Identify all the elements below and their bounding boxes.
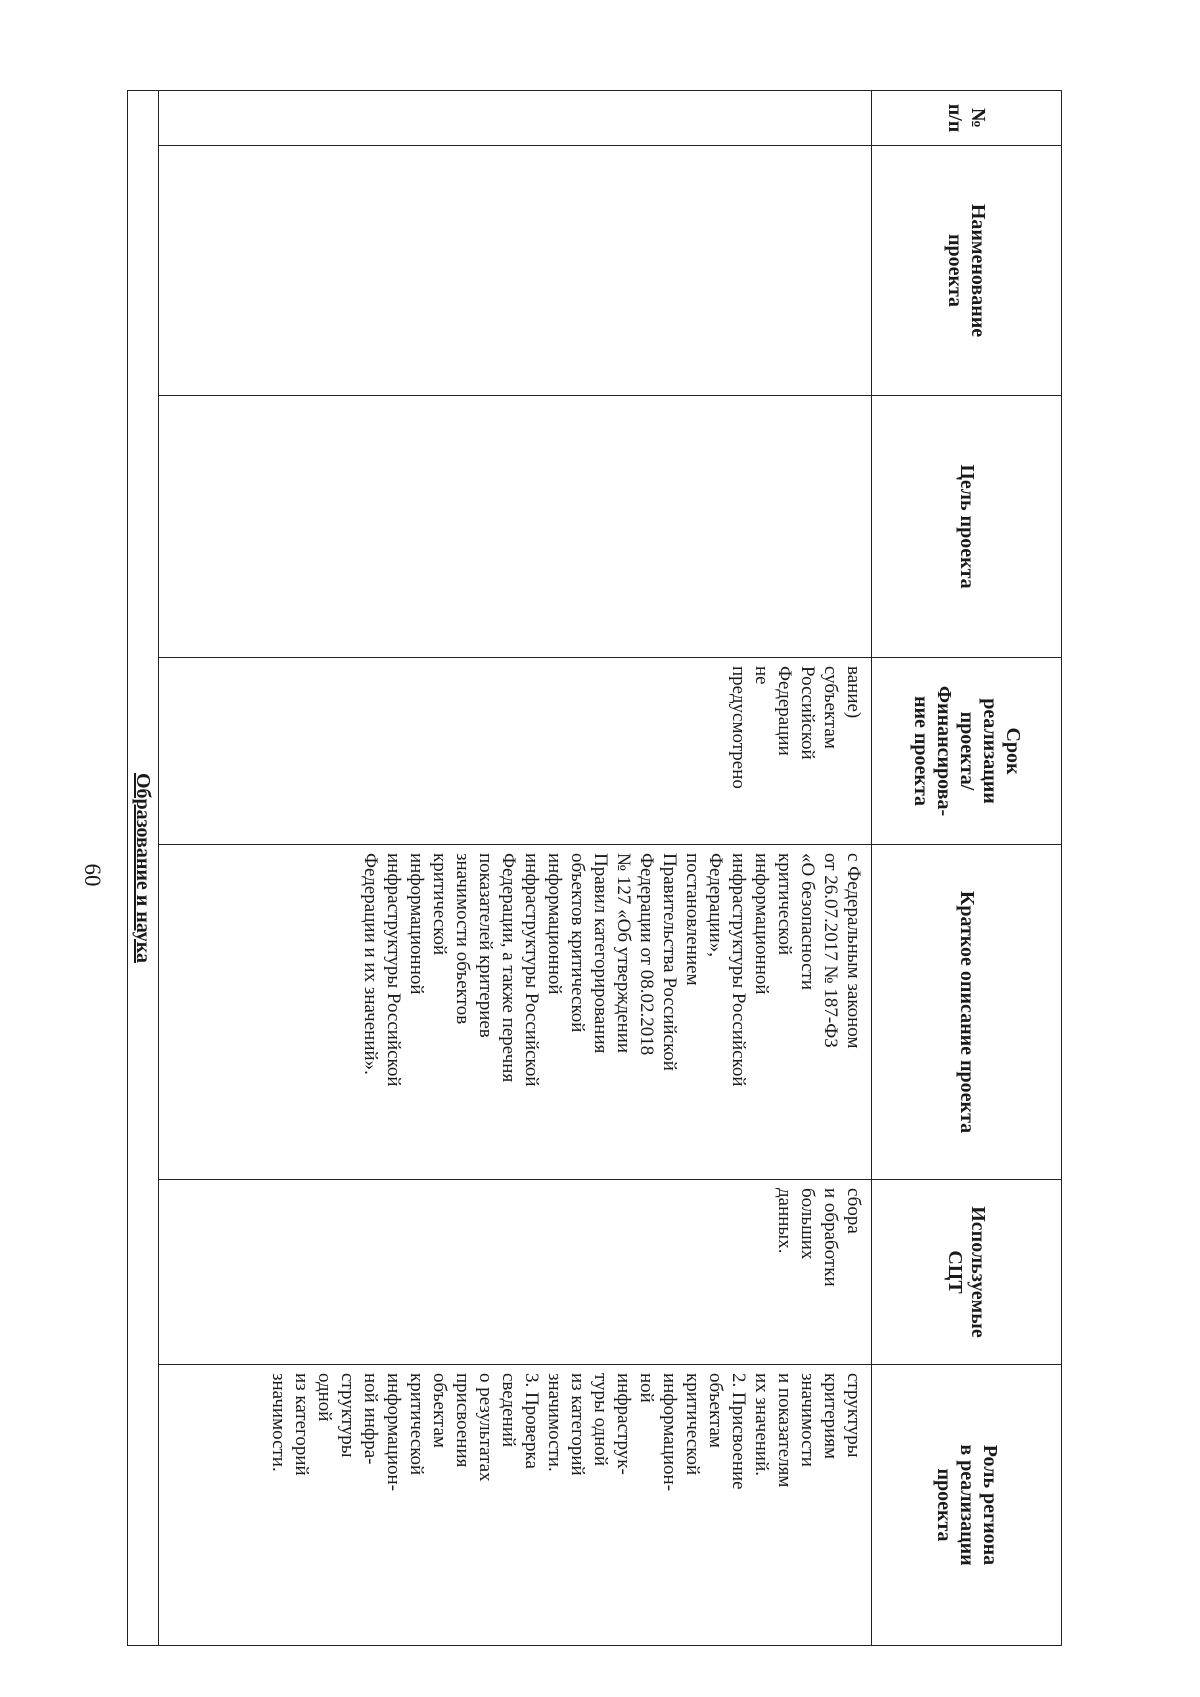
section-title-cell [128, 91, 159, 1646]
cell-tech: сбора и обработки больших данных. [159, 1180, 872, 1365]
page-number: 60 [80, 863, 105, 887]
table-header-row [872, 91, 1062, 1646]
cell-goal [159, 396, 872, 658]
cell-name [159, 146, 872, 396]
header-name: Наименование проекта [872, 146, 1062, 396]
header-num: № п/п [872, 91, 1062, 146]
rotated-table-wrapper [127, 90, 1062, 1645]
section-title: Образование и наука [132, 772, 155, 964]
cell-description: с Федеральным законом от 26.07.2017 № 187-ФЗ «О безопасности критической информационной инфраструктуры Российской Федерации», постановлением Правительства Российской Федерации от 08.02.2018 № 127 «Об утверждении Правил категорирования объектов критической информационной инфраструктуры Российской Федерации, а также перечня показателей критериев значимости объектов критической информационной инфраструктуры Российской Федерации и их значений». [159, 845, 872, 1180]
cell-role: структуры критериям значимости и показателям их значений. 2. Присвоение объектам критической информацион- ной инфраструк- туры одной из категорий значимости. 3. Проверка сведений о результатах присвоения объектам критической информацион- ной инфра- структуры одной из категорий значимости. [159, 1365, 872, 1646]
cell-term: вание) субъектам Российской Федерации не предусмотрено [159, 658, 872, 845]
header-tech: Используемые СЦТ [872, 1180, 1062, 1365]
header-term: Срок реализации проекта/ Финансирова- ние проекта [872, 658, 1062, 845]
table-row [159, 91, 872, 1646]
header-role: Роль региона в реализации проекта [872, 1365, 1062, 1646]
header-description: Краткое описание проекта [872, 845, 1062, 1180]
cell-num [159, 91, 872, 146]
project-table [127, 90, 1062, 1646]
section-row [128, 91, 159, 1646]
header-goal: Цель проекта [872, 396, 1062, 658]
